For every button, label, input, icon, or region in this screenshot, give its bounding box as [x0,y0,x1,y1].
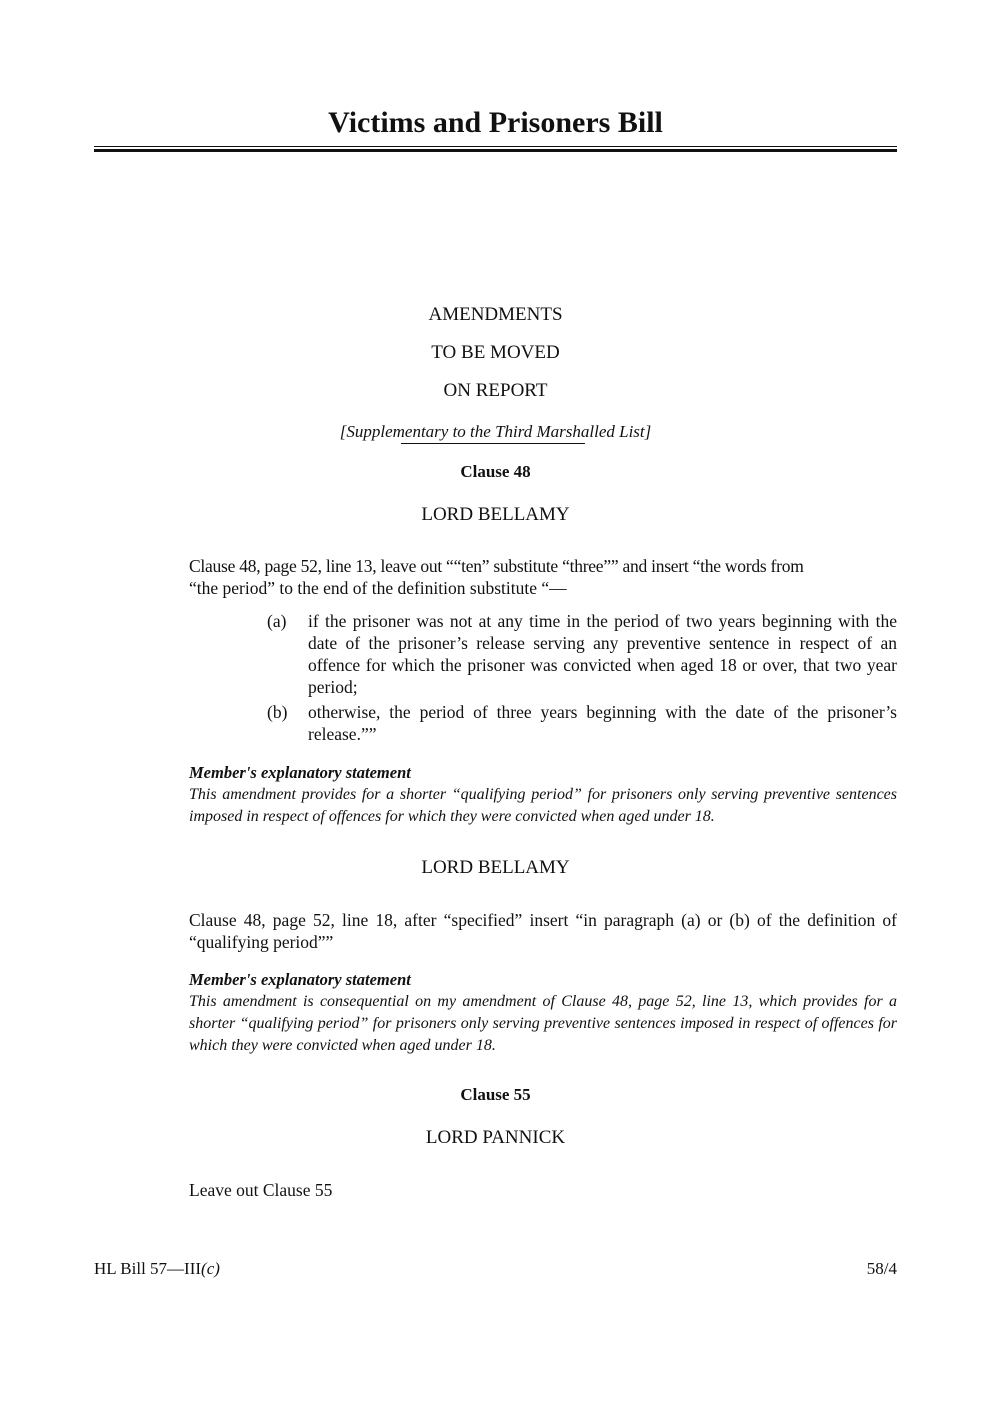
preamble-to-be-moved: TO BE MOVED [431,342,560,363]
amendment-text: Clause 48, page 52, line 18, after “specified” insert “in paragraph (a) or (b) of the definition of “qualifying period”” [189,910,897,952]
title-rule-thick [94,149,897,152]
supplementary-note: [Supplementary to the Third Marshalled List] [339,422,652,441]
bill-reference-suffix: (c) [201,1259,220,1278]
explanatory-statement-title: Member's explanatory statement [189,763,411,782]
explanatory-statement-text: This amendment provides for a shorter “qualifying period” for prisoners only serving preventive sentences imposed in respect of offences for which they were convicted when aged under 18. [189,786,897,825]
explanatory-statement-text: This amendment is consequential on my amendment of Clause 48, page 52, line 13, which provides for a shorter “qualifying period” for prisoners only serving preventive sentences imposed in respect of offences for which they were convicted when aged under 18. [189,993,897,1054]
clause-heading-48: Clause 48 [460,462,531,481]
item-text-b: otherwise, the period of three years beginning with the date of the prisoner’s release.”” [308,702,897,744]
member-name: LORD PANNICK [425,1127,566,1148]
supplementary-underline [401,443,585,444]
item-label-a: (a) [267,611,287,631]
explanatory-statement-title: Member's explanatory statement [189,970,411,989]
preamble-on-report: ON REPORT [443,380,548,401]
item-label-b: (b) [267,702,288,722]
clause-heading-55: Clause 55 [460,1085,531,1104]
amendment-text-line2: “the period” to the end of the definition substitute “— [189,578,567,598]
bill-reference-main: HL Bill 57—III [94,1259,202,1278]
amendment-text-line1: Clause 48, page 52, line 13, leave out ““ten” substitute “three”” and insert “the words from [189,556,804,576]
page-reference: 58/4 [866,1259,897,1278]
bill-reference [94,1259,220,1279]
document-title: Victims and Prisoners Bill [328,106,663,139]
item-text-a: if the prisoner was not at any time in the period of two years beginning with the date of the prisoner’s release serving any preventive sentence in respect of an offence for which the prisoner was convicted when aged 18 or over, that two year period; [308,611,897,697]
amendment-text: Leave out Clause 55 [189,1180,333,1200]
title-rule-thin [94,146,897,147]
member-name: LORD BELLAMY [421,504,570,525]
member-name: LORD BELLAMY [421,857,570,878]
preamble-amendments: AMENDMENTS [428,304,563,325]
